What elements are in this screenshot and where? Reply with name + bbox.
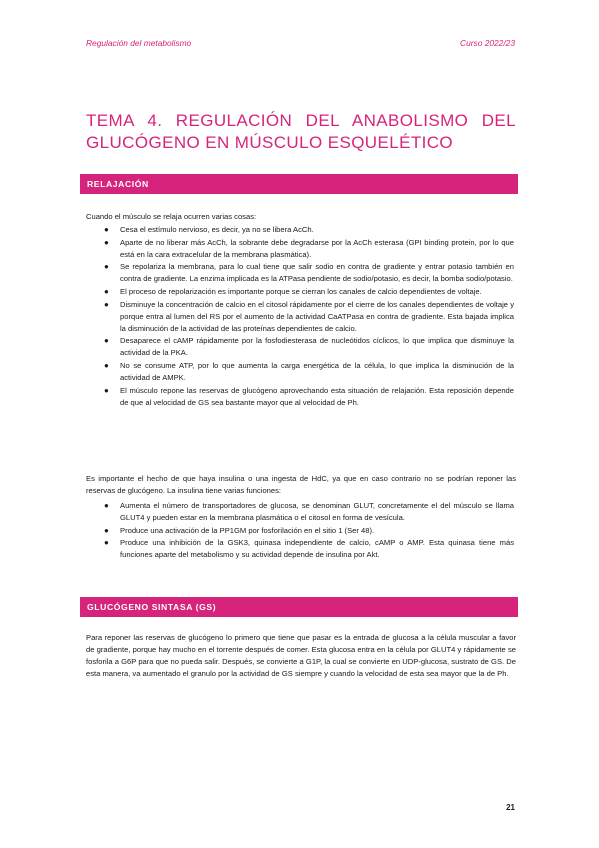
glucogeno-sintasa-paragraph: Para reponer las reservas de glucógeno lo primero que tiene que pasar es la entrada de glucosa a la célula muscular a favor de gradiente, porque hay mucho en el torrente después de comer. Esta glucosa entra en la célula por GLUT4 y rápidamente se fosforila a G6P para que no pueda salir. Después, se convierte a G1P, la cual se convierte en UDP-glucosa, sustrato de GS. De esta manera, va aumentado el granulo por la actividad de GS siempre y cuando la velocidad de esta sea mayor que la de Ph.	[86, 633, 516, 679]
bullet-icon: ●	[104, 336, 109, 346]
bullet-icon: ●	[104, 286, 109, 296]
list-item: ● El músculo repone las reservas de glucógeno aprovechando esta situación de relajación. Esta reposición depende de que al velocidad de GS sea bastante mayor que al velocidad de Ph.	[104, 385, 514, 407]
title-line-2: GLUCÓGENO EN MÚSCULO ESQUELÉTICO	[86, 133, 454, 152]
bullet-icon: ●	[104, 385, 109, 395]
document-title	[86, 110, 516, 154]
section-heading-relajacion: RELAJACIÓN	[80, 174, 518, 194]
bullet-icon: ●	[104, 299, 109, 309]
section-heading-glucogeno-sintasa: GLUCÓGENO SINTASA (GS)	[80, 597, 518, 617]
list-item: ● No se consume ATP, por lo que aumenta la carga energética de la célula, lo que implica la disminución de la actividad de AMPK.	[104, 361, 514, 383]
bullet-icon: ●	[104, 237, 109, 247]
list-item: ● Se repolariza la membrana, para lo cual tiene que salir sodio en contra de gradiente y entrar potasio también en contra de gradiente. La enzima implicada es la ATPasa pendiente de sodio/potasio, es decir, la bomba sodio/potasio.	[104, 262, 514, 284]
list-item: ● Aparte de no liberar más AcCh, la sobrante debe degradarse por la AcCh esterasa (GPI binding protein, por lo que está en la cara extracelular de la membrana plasmática).	[104, 237, 514, 259]
bullet-icon: ●	[104, 501, 109, 510]
list-item: ● Aumenta el número de transportadores de glucosa, se denominan GLUT, concretamente el del músculo se llama GLUT4 y pueden estar en la membrana plasmática o el citosol en forma de vesícula.	[104, 501, 514, 523]
list-item: ● El proceso de repolarización es importante porque se cierran los canales de calcio dependientes de voltaje.	[104, 286, 514, 298]
bullet-icon: ●	[104, 361, 109, 371]
page-header	[86, 38, 515, 50]
bullet-icon: ●	[104, 525, 109, 535]
list-item: ● Disminuye la concentración de calcio en el citosol rápidamente por el cierre de los canales dependientes de voltaje y porque entra al lumen del RS por el aumento de la actividad CaATPasa en contra de gradiente. Esta bajada implica la disminución de la actividad de las proteínas dependientes de calcio.	[104, 299, 514, 333]
bullet-icon: ●	[104, 538, 109, 548]
list-item: ● Cesa el estímulo nervioso, es decir, ya no se libera AcCh.	[104, 224, 514, 236]
relajacion-bullet-list	[104, 224, 514, 409]
header-course-title: Regulación del metabolismo	[86, 38, 192, 48]
list-item: ● Desaparece el cAMP rápidamente por la fosfodiesterasa de nucleótidos cíclicos, lo que implica que disminuye la actividad de la PKA.	[104, 336, 514, 358]
page-number: 21	[506, 803, 515, 812]
insulina-paragraph: Es importante el hecho de que haya insulina o una ingesta de HdC, ya que en caso contrario no se podrían reponer las reservas de glucógeno. La insulina tiene varias funciones:	[86, 474, 516, 496]
header-course-year: Curso 2022/23	[460, 38, 515, 48]
list-item: ● Produce una inhibición de la GSK3, quinasa independiente de calcio, cAMP o AMP. Esta quinasa tiene más funciones aparte del metabolismo y su actividad depende de insulina por Akt.	[104, 538, 514, 560]
insulina-bullet-list	[104, 500, 514, 562]
list-item: ● Produce una activación de la PP1GM por fosforilación en el sitio 1 (Ser 48).	[104, 525, 514, 537]
section1-intro: Cuando el músculo se relaja ocurren varias cosas:	[86, 212, 257, 221]
bullet-icon: ●	[104, 262, 109, 272]
title-line-1: TEMA 4. REGULACIÓN DEL ANABOLISMO DEL	[86, 111, 516, 130]
bullet-icon: ●	[104, 225, 109, 234]
